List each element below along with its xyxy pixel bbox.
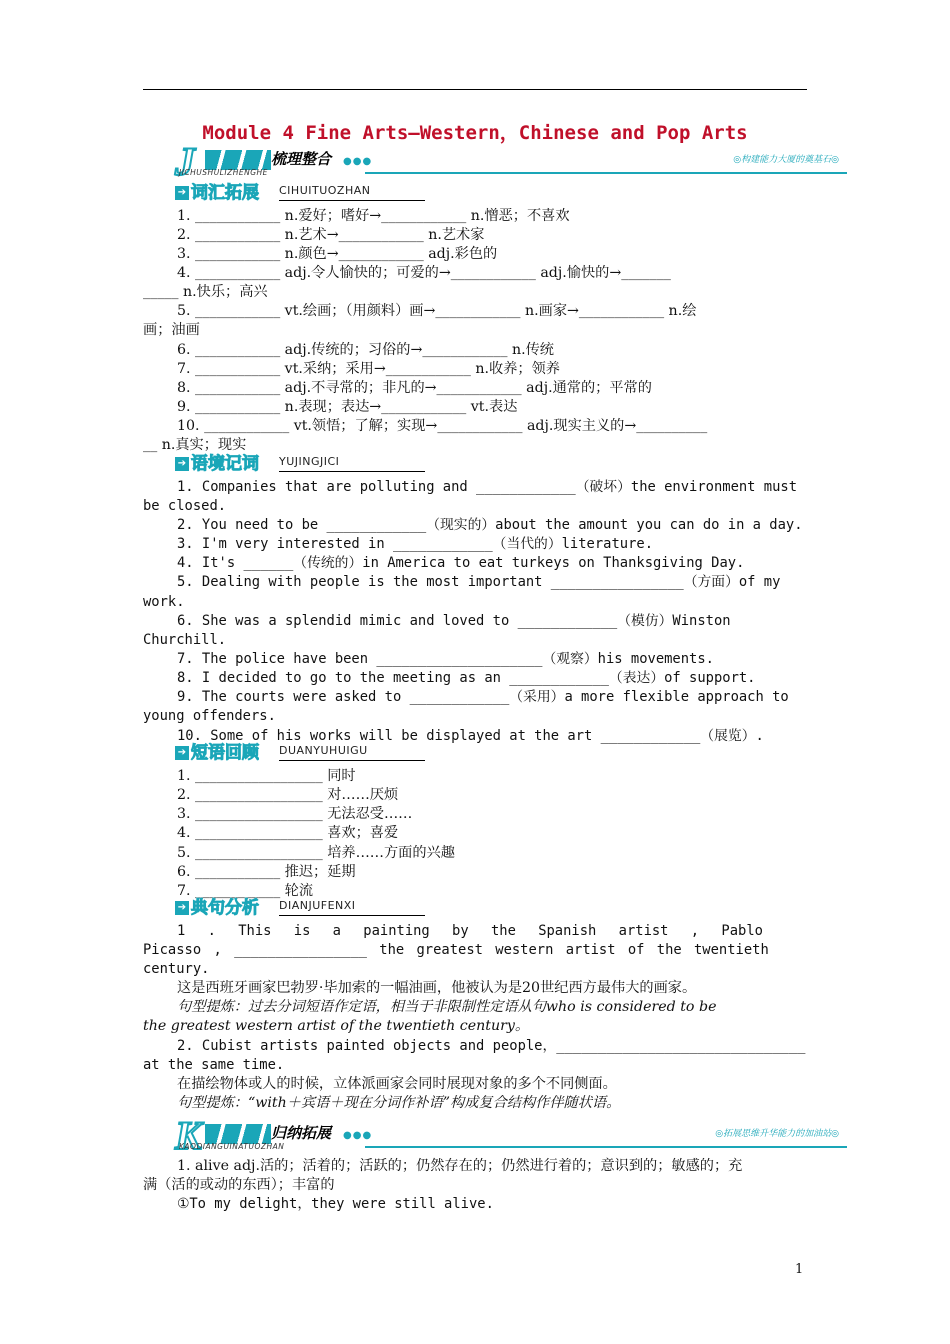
section-title: 词汇拓展 (191, 183, 259, 203)
summary-line: 1. alive adj.活的；活着的；活跃的；仍然存在的；仍然进行着的；意识到的；敏感的；充 (177, 1158, 743, 1174)
section-pinyin: YUJINGJICI (279, 455, 340, 468)
sentence-line: 1 . This is a painting by the Spanish artist , Pablo (177, 923, 763, 939)
vocab-line: 7. ____________ vt.采纳；采用→____________ n.收养；领养 (177, 361, 560, 377)
section-underline (279, 760, 425, 761)
phrase-line: 6. ____________ 推迟；延期 (177, 864, 356, 880)
banner-stripes (205, 150, 271, 170)
banner-subtitle: JICHUSHULIZHENGHE (179, 168, 268, 177)
vocab-line: 5. ____________ vt.绘画；（用颜料）画→____________ n.画家→____________ n.绘 (177, 303, 697, 319)
phrase-line: 3. __________________ 无法忍受…… (177, 806, 413, 822)
vocab-line: 1. ____________ n.爱好；嗜好→____________ n.憎恶；不喜欢 (177, 208, 570, 224)
context-line: 10. Some of his works will be displayed at the art ____________（展览）. (177, 728, 764, 744)
context-line: 1. Companies that are polluting and ____________（破坏）the environment must (177, 479, 798, 495)
sentence-pattern-note: 句型提炼：“with＋宾语＋现在分词作补语”构成复合结构作伴随状语。 (177, 1095, 621, 1111)
phrase-line: 2. __________________ 对……厌烦 (177, 787, 399, 803)
vocab-line: 6. ____________ adj.传统的；习俗的→____________ n.传统 (177, 342, 554, 358)
phrase-line: 4. __________________ 喜欢；喜爱 (177, 825, 399, 841)
section-sentences-header (175, 899, 425, 919)
banner-summary (175, 1113, 847, 1158)
vocab-line: 8. ____________ adj.不寻常的；非凡的→____________ adj.通常的；平常的 (177, 380, 652, 396)
sentence-line: Picasso , ________________ the greatest western artist of the twentieth (143, 942, 769, 958)
vocab-line: 2. ____________ n.艺术→____________ n.艺术家 (177, 227, 485, 243)
summary-example: ①To my delight，they were still alive. (177, 1196, 494, 1212)
vocab-line: _____ n.快乐；高兴 (143, 284, 268, 300)
sentence-translation: 这是西班牙画家巴勃罗·毕加索的一幅油画，他被认为是20世纪西方最伟大的画家。 (177, 980, 697, 996)
context-line: 3. I'm very interested in ____________（当代的）literature. (177, 536, 653, 552)
banner-subtitle: KAODIANGUINATUOZHAN (179, 1142, 285, 1151)
vocab-line: 4. ____________ adj.令人愉快的；可爱的→____________ adj.愉快的→_______ (177, 265, 671, 281)
context-line: be closed. (143, 498, 227, 514)
context-line: 5. Dealing with people is the most important ________________（方面）of my (177, 574, 781, 590)
context-line: Churchill. (143, 632, 227, 648)
banner-slogan: ◎拓展思维升华能力的加油站◎ (715, 1129, 839, 1139)
page-title: Module 4 Fine Arts—Western，Chinese and Pop Arts (202, 122, 748, 144)
sentence-pattern-note: 句型提炼：过去分词短语作定语，相当于非限制性定语从句who is considered to be (177, 999, 717, 1015)
context-line: 7. The police have been ____________________（观察）his movements. (177, 651, 714, 667)
section-pinyin: CIHUITUOZHAN (279, 184, 371, 197)
sentence-line: 2. Cubist artists painted objects and people，______________________________ (177, 1038, 806, 1054)
banner-basic-review (175, 139, 847, 184)
banner-slogan: ◎构建能力大厦的奠基石◎ (733, 155, 839, 165)
banner-dots: ●●● (343, 156, 373, 167)
phrase-line: 1. __________________ 同时 (177, 768, 356, 784)
section-pinyin: DIANJUFENXI (279, 899, 356, 912)
vocab-line: 9. ____________ n.表现；表达→____________ vt.表达 (177, 399, 518, 415)
arrow-icon: ➔ (175, 901, 189, 915)
phrase-line: 5. __________________ 培养……方面的兴趣 (177, 845, 455, 861)
section-vocab-header (175, 184, 425, 204)
context-line: 6. She was a splendid mimic and loved to ____________（模仿）Winston (177, 613, 731, 629)
sentence-translation: 在描绘物体或人的时候，立体派画家会同时展现对象的多个不同侧面。 (177, 1076, 617, 1092)
section-context-header (175, 455, 425, 475)
summary-line: 满（活的或动的东西）；丰富的 (143, 1177, 335, 1193)
phrase-line: 7. ____________ 轮流 (177, 883, 314, 899)
context-line: young offenders. (143, 708, 276, 724)
section-underline (279, 471, 425, 472)
banner-letter: K (175, 1113, 202, 1158)
section-title: 语境记词 (191, 454, 259, 474)
vocab-line: 画；油画 (143, 322, 200, 338)
arrow-icon: ➔ (175, 457, 189, 471)
banner-title: 梳理整合 (271, 150, 332, 168)
banner-title: 归纳拓展 (271, 1124, 332, 1142)
context-line: 8. I decided to go to the meeting as an ____________（表达）of support. (177, 670, 756, 686)
vocab-line: 10. ____________ vt.领悟；了解；实现→____________ adj.现实主义的→__________ (177, 418, 708, 434)
arrow-icon: ➔ (175, 186, 189, 200)
banner-letter: J (175, 139, 195, 184)
context-line: 9. The courts were asked to ____________（采用）a more flexible approach to (177, 689, 789, 705)
sentence-pattern-note: the greatest western artist of the twentieth century。 (143, 1018, 530, 1034)
page-number: 1 (795, 1262, 804, 1277)
banner-rule (365, 1146, 847, 1148)
section-pinyin: DUANYUHUIGU (279, 744, 368, 757)
vocab-line: 3. ____________ n.颜色→____________ adj.彩色的 (177, 246, 498, 262)
arrow-icon: ➔ (175, 746, 189, 760)
section-underline (279, 200, 425, 201)
banner-stripes (205, 1124, 271, 1144)
section-title: 短语回顾 (191, 743, 259, 763)
context-line: 2. You need to be ____________（现实的）about the amount you can do in a day. (177, 517, 803, 533)
section-phrases-header (175, 744, 425, 764)
header-rule (143, 89, 807, 90)
sentence-line: century. (143, 961, 210, 977)
section-underline (279, 915, 425, 916)
context-line: 4. It's ______（传统的）in America to eat turkeys on Thanksgiving Day. (177, 555, 745, 571)
section-title: 典句分析 (191, 898, 259, 918)
banner-rule (365, 172, 847, 174)
banner-dots: ●●● (343, 1130, 373, 1141)
vocab-line: __ n.真实；现实 (143, 437, 247, 453)
context-line: work. (143, 594, 185, 610)
sentence-line: at the same time. (143, 1057, 285, 1073)
